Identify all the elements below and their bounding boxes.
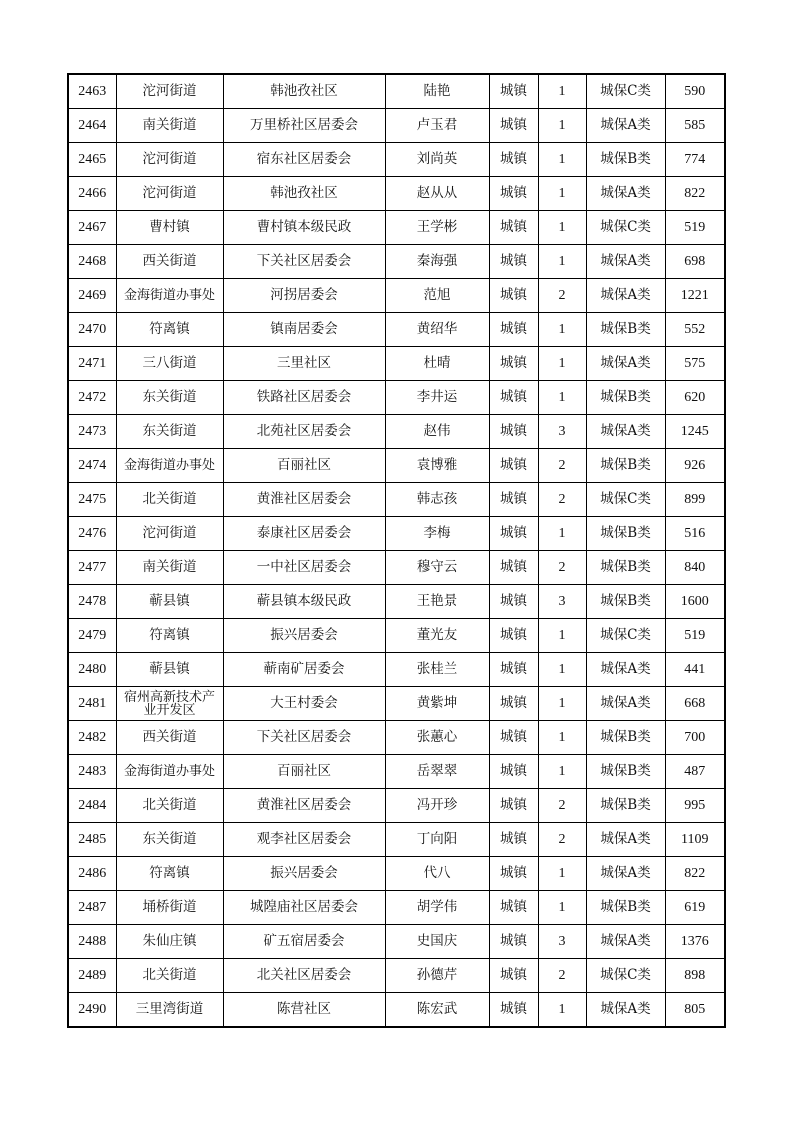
amount-cell: 585 [665,109,725,143]
table-row [68,585,725,619]
street-cell: 沱河街道 [116,143,223,177]
table-row [68,959,725,993]
person-name-cell: 秦海强 [385,245,489,279]
community-cell: 城隍庙社区居委会 [223,891,385,925]
type-cell: 城镇 [489,415,538,449]
street-cell: 曹村镇 [116,211,223,245]
community-cell: 曹村镇本级民政 [223,211,385,245]
street-cell: 南关街道 [116,109,223,143]
row-id-cell: 2474 [68,449,116,483]
type-cell: 城镇 [489,211,538,245]
category-cell: 城保A类 [586,857,665,891]
category-cell: 城保A类 [586,245,665,279]
row-id-cell: 2483 [68,755,116,789]
person-name-cell: 杜晴 [385,347,489,381]
category-cell: 城保B类 [586,721,665,755]
person-name-cell: 丁向阳 [385,823,489,857]
table-row [68,789,725,823]
community-cell: 河拐居委会 [223,279,385,313]
street-cell: 南关街道 [116,551,223,585]
table-row [68,925,725,959]
street-cell: 金海街道办事处 [116,279,223,313]
row-id-cell: 2490 [68,993,116,1028]
household-count-cell: 2 [538,483,586,517]
amount-cell: 822 [665,857,725,891]
street-cell: 北关街道 [116,789,223,823]
street-cell: 金海街道办事处 [116,449,223,483]
street-cell: 宿州高新技术产业开发区 [116,687,223,721]
category-cell: 城保A类 [586,653,665,687]
person-name-cell: 张桂兰 [385,653,489,687]
household-count-cell: 1 [538,653,586,687]
row-id-cell: 2480 [68,653,116,687]
household-count-cell: 1 [538,381,586,415]
row-id-cell: 2489 [68,959,116,993]
category-cell: 城保B类 [586,449,665,483]
community-cell: 泰康社区居委会 [223,517,385,551]
table-row [68,857,725,891]
row-id-cell: 2473 [68,415,116,449]
category-cell: 城保A类 [586,687,665,721]
type-cell: 城镇 [489,755,538,789]
community-cell: 下关社区居委会 [223,245,385,279]
person-name-cell: 范旭 [385,279,489,313]
person-name-cell: 冯开珍 [385,789,489,823]
row-id-cell: 2486 [68,857,116,891]
category-cell: 城保A类 [586,279,665,313]
street-cell: 蕲县镇 [116,653,223,687]
person-name-cell: 董光友 [385,619,489,653]
category-cell: 城保B类 [586,381,665,415]
category-cell: 城保A类 [586,415,665,449]
amount-cell: 1221 [665,279,725,313]
type-cell: 城镇 [489,993,538,1028]
amount-cell: 1245 [665,415,725,449]
street-cell: 三八街道 [116,347,223,381]
street-cell: 三里湾街道 [116,993,223,1028]
row-id-cell: 2471 [68,347,116,381]
table-row [68,653,725,687]
table-row [68,483,725,517]
amount-cell: 898 [665,959,725,993]
community-cell: 黄淮社区居委会 [223,789,385,823]
amount-cell: 698 [665,245,725,279]
household-count-cell: 1 [538,347,586,381]
person-name-cell: 赵伟 [385,415,489,449]
type-cell: 城镇 [489,279,538,313]
table-row [68,687,725,721]
community-cell: 北关社区居委会 [223,959,385,993]
table-row [68,109,725,143]
household-count-cell: 1 [538,687,586,721]
street-cell: 沱河街道 [116,517,223,551]
community-cell: 一中社区居委会 [223,551,385,585]
row-id-cell: 2479 [68,619,116,653]
amount-cell: 519 [665,619,725,653]
household-count-cell: 3 [538,925,586,959]
community-cell: 观李社区居委会 [223,823,385,857]
type-cell: 城镇 [489,857,538,891]
household-count-cell: 1 [538,74,586,109]
amount-cell: 590 [665,74,725,109]
row-id-cell: 2468 [68,245,116,279]
household-count-cell: 2 [538,449,586,483]
street-cell: 东关街道 [116,823,223,857]
type-cell: 城镇 [489,585,538,619]
type-cell: 城镇 [489,74,538,109]
community-cell: 振兴居委会 [223,857,385,891]
row-id-cell: 2478 [68,585,116,619]
type-cell: 城镇 [489,177,538,211]
amount-cell: 995 [665,789,725,823]
street-cell: 沱河街道 [116,74,223,109]
person-name-cell: 代八 [385,857,489,891]
amount-cell: 1376 [665,925,725,959]
row-id-cell: 2477 [68,551,116,585]
household-count-cell: 2 [538,959,586,993]
household-count-cell: 1 [538,245,586,279]
street-cell: 东关街道 [116,381,223,415]
person-name-cell: 黄紫坤 [385,687,489,721]
category-cell: 城保C类 [586,619,665,653]
table-row [68,993,725,1028]
amount-cell: 552 [665,313,725,347]
amount-cell: 1600 [665,585,725,619]
table-row [68,313,725,347]
type-cell: 城镇 [489,483,538,517]
person-name-cell: 袁博雅 [385,449,489,483]
roster-table [67,73,726,1028]
type-cell: 城镇 [489,925,538,959]
type-cell: 城镇 [489,347,538,381]
person-name-cell: 张蕙心 [385,721,489,755]
community-cell: 韩池孜社区 [223,177,385,211]
amount-cell: 805 [665,993,725,1028]
row-id-cell: 2463 [68,74,116,109]
person-name-cell: 李井运 [385,381,489,415]
household-count-cell: 2 [538,279,586,313]
street-cell: 金海街道办事处 [116,755,223,789]
amount-cell: 620 [665,381,725,415]
category-cell: 城保B类 [586,585,665,619]
table-row [68,143,725,177]
row-id-cell: 2485 [68,823,116,857]
household-count-cell: 3 [538,415,586,449]
household-count-cell: 2 [538,789,586,823]
type-cell: 城镇 [489,313,538,347]
table-row [68,211,725,245]
row-id-cell: 2484 [68,789,116,823]
household-count-cell: 1 [538,313,586,347]
street-cell: 北关街道 [116,959,223,993]
type-cell: 城镇 [489,687,538,721]
amount-cell: 840 [665,551,725,585]
category-cell: 城保A类 [586,925,665,959]
community-cell: 大王村委会 [223,687,385,721]
community-cell: 陈营社区 [223,993,385,1028]
amount-cell: 516 [665,517,725,551]
type-cell: 城镇 [489,959,538,993]
community-cell: 蕲南矿居委会 [223,653,385,687]
community-cell: 韩池孜社区 [223,74,385,109]
household-count-cell: 1 [538,619,586,653]
street-cell: 蕲县镇 [116,585,223,619]
amount-cell: 519 [665,211,725,245]
table-row [68,381,725,415]
table-row [68,415,725,449]
community-cell: 蕲县镇本级民政 [223,585,385,619]
type-cell: 城镇 [489,789,538,823]
category-cell: 城保C类 [586,211,665,245]
type-cell: 城镇 [489,517,538,551]
table-row [68,721,725,755]
household-count-cell: 1 [538,211,586,245]
category-cell: 城保B类 [586,143,665,177]
table-row [68,177,725,211]
community-cell: 振兴居委会 [223,619,385,653]
table-row [68,823,725,857]
table-row [68,347,725,381]
type-cell: 城镇 [489,823,538,857]
amount-cell: 487 [665,755,725,789]
person-name-cell: 王学彬 [385,211,489,245]
amount-cell: 700 [665,721,725,755]
street-cell: 埇桥街道 [116,891,223,925]
community-cell: 百丽社区 [223,755,385,789]
type-cell: 城镇 [489,551,538,585]
category-cell: 城保A类 [586,347,665,381]
row-id-cell: 2470 [68,313,116,347]
person-name-cell: 李梅 [385,517,489,551]
row-id-cell: 2488 [68,925,116,959]
amount-cell: 441 [665,653,725,687]
category-cell: 城保B类 [586,789,665,823]
type-cell: 城镇 [489,619,538,653]
row-id-cell: 2466 [68,177,116,211]
amount-cell: 619 [665,891,725,925]
table-row [68,245,725,279]
community-cell: 黄淮社区居委会 [223,483,385,517]
category-cell: 城保A类 [586,823,665,857]
household-count-cell: 2 [538,551,586,585]
type-cell: 城镇 [489,653,538,687]
category-cell: 城保A类 [586,109,665,143]
roster-body [68,74,725,1027]
person-name-cell: 岳翠翠 [385,755,489,789]
household-count-cell: 1 [538,721,586,755]
table-row [68,619,725,653]
table-row [68,551,725,585]
person-name-cell: 刘尚英 [385,143,489,177]
amount-cell: 1109 [665,823,725,857]
amount-cell: 774 [665,143,725,177]
amount-cell: 822 [665,177,725,211]
category-cell: 城保C类 [586,483,665,517]
type-cell: 城镇 [489,721,538,755]
household-count-cell: 1 [538,143,586,177]
table-row [68,517,725,551]
row-id-cell: 2481 [68,687,116,721]
category-cell: 城保C类 [586,74,665,109]
household-count-cell: 1 [538,891,586,925]
amount-cell: 668 [665,687,725,721]
street-cell: 西关街道 [116,245,223,279]
category-cell: 城保B类 [586,755,665,789]
table-row [68,74,725,109]
street-cell: 符离镇 [116,313,223,347]
person-name-cell: 胡学伟 [385,891,489,925]
amount-cell: 926 [665,449,725,483]
table-row [68,279,725,313]
person-name-cell: 卢玉君 [385,109,489,143]
community-cell: 宿东社区居委会 [223,143,385,177]
type-cell: 城镇 [489,245,538,279]
street-cell: 西关街道 [116,721,223,755]
household-count-cell: 1 [538,517,586,551]
community-cell: 下关社区居委会 [223,721,385,755]
type-cell: 城镇 [489,109,538,143]
row-id-cell: 2467 [68,211,116,245]
household-count-cell: 1 [538,857,586,891]
row-id-cell: 2475 [68,483,116,517]
category-cell: 城保C类 [586,959,665,993]
row-id-cell: 2487 [68,891,116,925]
street-cell: 符离镇 [116,619,223,653]
category-cell: 城保B类 [586,891,665,925]
row-id-cell: 2476 [68,517,116,551]
street-cell: 符离镇 [116,857,223,891]
amount-cell: 899 [665,483,725,517]
table-row [68,891,725,925]
type-cell: 城镇 [489,143,538,177]
person-name-cell: 黄绍华 [385,313,489,347]
category-cell: 城保A类 [586,177,665,211]
street-cell: 朱仙庄镇 [116,925,223,959]
person-name-cell: 穆守云 [385,551,489,585]
community-cell: 北苑社区居委会 [223,415,385,449]
household-count-cell: 2 [538,823,586,857]
person-name-cell: 韩志孩 [385,483,489,517]
street-cell: 沱河街道 [116,177,223,211]
street-cell: 北关街道 [116,483,223,517]
household-count-cell: 3 [538,585,586,619]
household-count-cell: 1 [538,755,586,789]
category-cell: 城保B类 [586,313,665,347]
person-name-cell: 陆艳 [385,74,489,109]
community-cell: 镇南居委会 [223,313,385,347]
row-id-cell: 2472 [68,381,116,415]
household-count-cell: 1 [538,993,586,1028]
type-cell: 城镇 [489,381,538,415]
person-name-cell: 史国庆 [385,925,489,959]
row-id-cell: 2469 [68,279,116,313]
type-cell: 城镇 [489,449,538,483]
street-cell: 东关街道 [116,415,223,449]
category-cell: 城保A类 [586,993,665,1028]
person-name-cell: 陈宏武 [385,993,489,1028]
table-row [68,449,725,483]
community-cell: 万里桥社区居委会 [223,109,385,143]
community-cell: 百丽社区 [223,449,385,483]
community-cell: 三里社区 [223,347,385,381]
person-name-cell: 孙德芹 [385,959,489,993]
household-count-cell: 1 [538,177,586,211]
person-name-cell: 赵从从 [385,177,489,211]
community-cell: 铁路社区居委会 [223,381,385,415]
household-count-cell: 1 [538,109,586,143]
category-cell: 城保B类 [586,551,665,585]
community-cell: 矿五宿居委会 [223,925,385,959]
amount-cell: 575 [665,347,725,381]
row-id-cell: 2464 [68,109,116,143]
person-name-cell: 王艳景 [385,585,489,619]
table-row [68,755,725,789]
row-id-cell: 2482 [68,721,116,755]
row-id-cell: 2465 [68,143,116,177]
type-cell: 城镇 [489,891,538,925]
category-cell: 城保B类 [586,517,665,551]
